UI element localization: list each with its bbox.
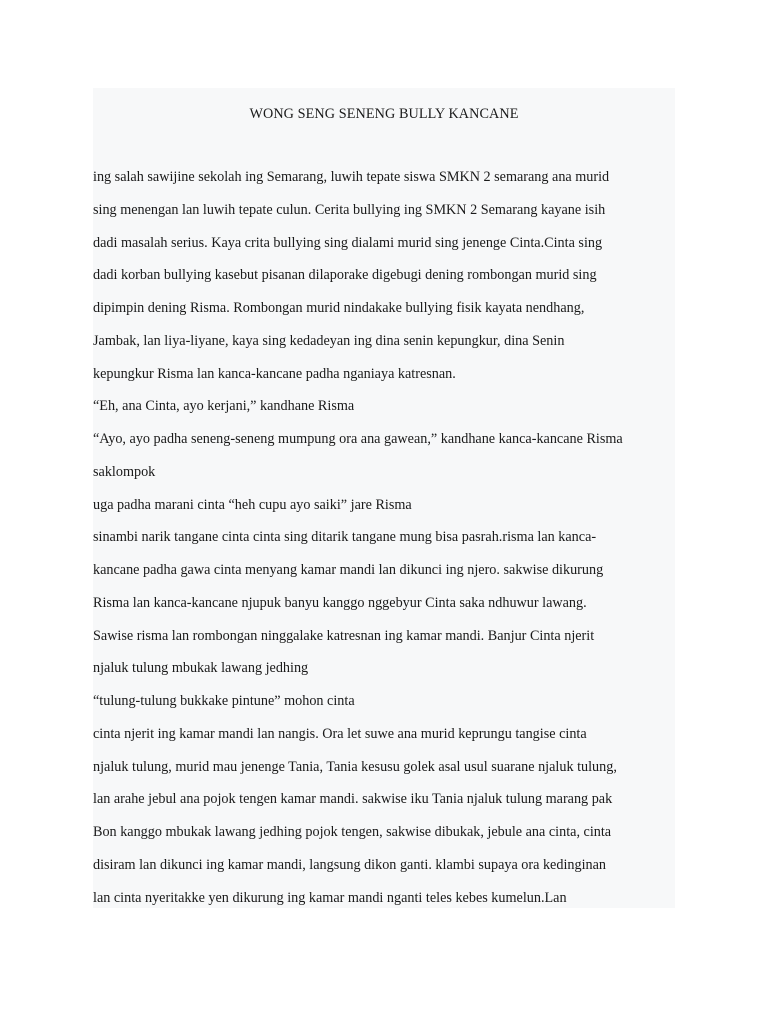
document-page: [93, 88, 675, 908]
text-line: sing menengan lan luwih tepate culun. Cerita bullying ing SMKN 2 Semarang kayane isih: [93, 201, 606, 218]
text-line: njaluk tulung mbukak lawang jedhing: [93, 660, 309, 677]
text-line: cinta njerit ing kamar mandi lan nangis. Ora let suwe ana murid keprungu tangise cinta: [93, 725, 587, 742]
text-line: ing salah sawijine sekolah ing Semarang, luwih tepate siswa SMKN 2 semarang ana murid: [93, 169, 610, 185]
text-line: “tulung-tulung bukkake pintune” mohon cinta: [93, 693, 355, 709]
text-line: sinambi narik tangane cinta cinta sing ditarik tangane mung bisa pasrah.risma lan kanca-: [93, 529, 597, 546]
document-body: [93, 169, 675, 908]
text-line: “Eh, ana Cinta, ayo kerjani,” kandhane Risma: [93, 398, 355, 415]
text-line: uga padha marani cinta “heh cupu ayo saiki” jare Risma: [93, 496, 412, 513]
text-line: “Ayo, ayo padha seneng-seneng mumpung ora ana gawean,” kandhane kanca-kancane Risma: [93, 431, 623, 447]
text-line: disiram lan dikunci ing kamar mandi, langsung dikon ganti. klambi supaya ora kedinginan: [93, 856, 607, 873]
text-line: lan arahe jebul ana pojok tengen kamar mandi. sakwise iku Tania njaluk tulung marang pak: [93, 791, 613, 808]
text-line: njaluk tulung, murid mau jenenge Tania, Tania kesusu golek asal usul suarane njaluk tulung,: [93, 758, 617, 775]
document-title: WONG SENG SENENG BULLY KANCANE: [249, 106, 519, 122]
text-line: kepungkur Risma lan kanca-kancane padha nganiaya katresnan.: [93, 365, 456, 382]
text-line: saklompok: [93, 463, 156, 480]
text-line: Jambak, lan liya-liyane, kaya sing kedadeyan ing dina senin kepungkur, dina Senin: [93, 332, 565, 349]
text-line: kancane padha gawa cinta menyang kamar mandi lan dikunci ing njero. sakwise dikurung: [93, 562, 604, 578]
text-line: dadi masalah serius. Kaya crita bullying sing dialami murid sing jenenge Cinta.Cinta sing: [93, 234, 603, 251]
text-line: Sawise risma lan rombongan ninggalake katresnan ing kamar mandi. Banjur Cinta njerit: [93, 627, 595, 644]
text-line: Risma lan kanca-kancane njupuk banyu kanggo nggebyur Cinta saka ndhuwur lawang.: [93, 594, 587, 611]
text-line: dipimpin dening Risma. Rombongan murid nindakake bullying fisik kayata nendhang,: [93, 300, 585, 316]
text-line: Bon kanggo mbukak lawang jedhing pojok tengen, sakwise dibukak, jebule ana cinta, cinta: [93, 824, 612, 840]
text-line: lan cinta nyeritakke yen dikurung ing kamar mandi nganti teles kebes kumelun.Lan: [93, 889, 567, 906]
text-line: dadi korban bullying kasebut pisanan dilaporake digebugi dening rombongan murid sing: [93, 267, 597, 284]
